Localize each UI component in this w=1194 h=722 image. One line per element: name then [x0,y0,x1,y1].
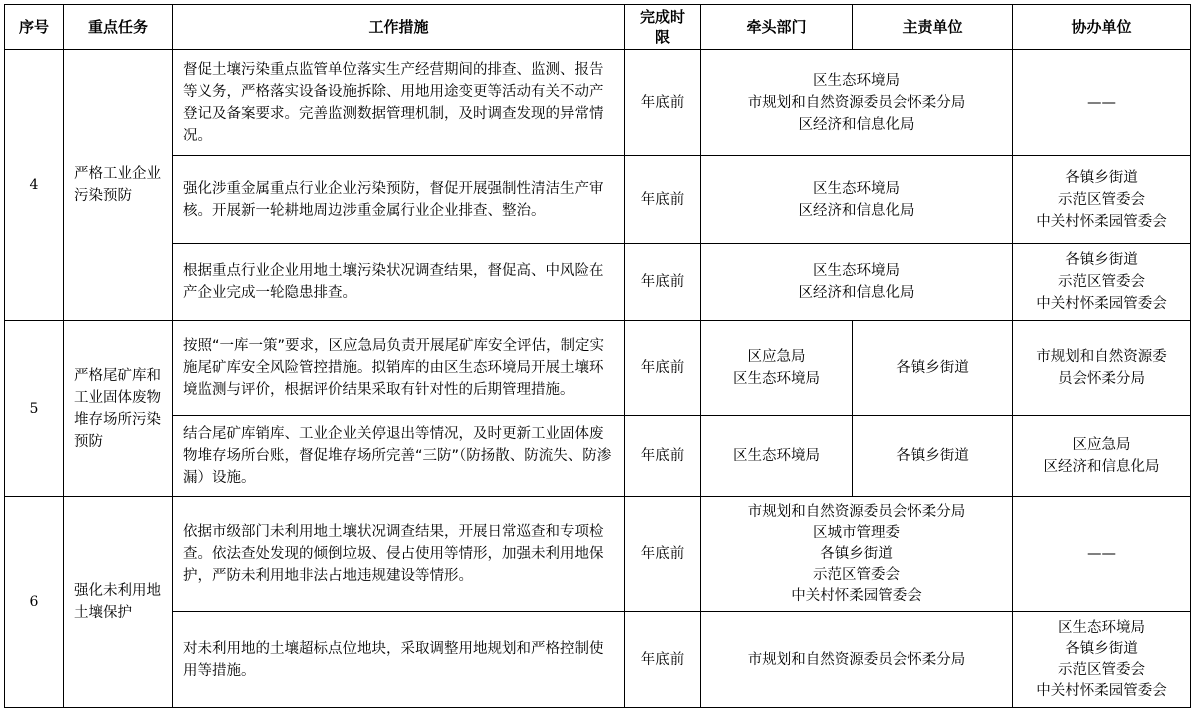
row-assist [1013,416,1191,497]
lead-line: 区经济和信息化局 [798,202,915,219]
row-seq: 6 [5,497,64,708]
row-measure: 强化涉重金属重点行业企业污染预防，督促开展强制性清洁生产审核。开展新一轮耕地周边涉重金属行业企业排查、整治。 [173,156,625,244]
assist-line: 各镇乡街道 [1065,640,1138,657]
row-measure: 督促土壤污染重点监管单位落实生产经营期间的排查、监测、报告等义务，严格落实设备设施拆除、用地用途变更等活动有关不动产登记及备案要求。完善监测数据管理机制，及时调查发现的异常情况。 [173,50,625,156]
row-task: 严格尾矿库和工业固体废物堆存场所污染预防 [64,321,173,497]
row-measure: 根据重点行业企业用地土壤污染状况调查结果，督促高、中风险在产企业完成一轮隐患排查。 [173,244,625,321]
table-row [5,416,1191,497]
row-assist [1013,612,1191,708]
row-deadline: 年底前 [625,156,701,244]
row-deadline: 年底前 [625,612,701,708]
assist-line: 各镇乡街道 [1065,252,1138,268]
header-seq: 序号 [5,5,64,50]
row-deadline: 年底前 [625,321,701,416]
lead-line: 区生态环境局 [813,180,900,197]
lead-line: 中关村怀柔园管委会 [791,587,922,604]
assist-line: 区生态环境局 [1058,619,1145,636]
row-measure: 结合尾矿库销库、工业企业关停退出等情况，及时更新工业固体废物堆存场所台账，督促堆存场所完善“三防”（防扬散、防流失、防渗漏）设施。 [173,416,625,497]
header-measures: 工作措施 [173,5,625,50]
row-measure: 依据市级部门未利用地土壤状况调查结果，开展日常巡查和专项检查。依法查处发现的倾倒垃圾、侵占使用等情形，加强未利用地保护，严防未利用地非法占地违规建设等情形。 [173,497,625,612]
lead-line: 区经济和信息化局 [798,116,915,133]
lead-line: 各镇乡街道 [820,545,893,562]
row-main: 各镇乡街道 [853,416,1013,497]
row-lead [701,321,853,416]
lead-line: 市规划和自然资源委员会怀柔分局 [747,651,966,668]
header-lead-dept: 牵头部门 [701,5,853,50]
header-assist: 协办单位 [1013,5,1191,50]
row-main: 各镇乡街道 [853,321,1013,416]
assist-line: 中关村怀柔园管委会 [1036,296,1167,312]
assist-line: 示范区管委会 [1058,191,1145,208]
row-deadline: 年底前 [625,50,701,156]
lead-line: 区经济和信息化局 [798,285,915,301]
lead-line: 区生态环境局 [733,448,820,464]
table-row [5,244,1191,321]
assist-line: 员会怀柔分局 [1058,371,1145,387]
row-task: 严格工业企业污染预防 [64,50,173,321]
table-row [5,156,1191,244]
lead-line: 区生态环境局 [733,371,820,387]
assist-line: 市规划和自然资源委 [1036,349,1167,365]
row-measure: 按照“一库一策”要求，区应急局负责开展尾矿库安全评估，制定实施尾矿库安全风险管控措施。拟销库的由区生态环境局开展土壤环境监测与评价，根据评价结果采取有针对性的后期管理措施。 [173,321,625,416]
row-assist [1013,244,1191,321]
row-lead [701,497,1013,612]
header-deadline: 完成时限 [625,5,701,50]
assist-line: 示范区管委会 [1058,661,1145,678]
row-assist [1013,321,1191,416]
lead-line: 区生态环境局 [813,263,900,279]
row-assist [1013,50,1191,156]
lead-line: 市规划和自然资源委员会怀柔分局 [747,503,966,520]
assist-line: 各镇乡街道 [1065,169,1138,186]
row-lead [701,244,1013,321]
row-deadline: 年底前 [625,244,701,321]
header-row [5,5,1191,50]
row-lead [701,612,1013,708]
assist-line: 区应急局 [1072,437,1131,453]
row-seq: 4 [5,50,64,321]
lead-line: 市规划和自然资源委员会怀柔分局 [747,94,966,111]
header-task: 重点任务 [64,5,173,50]
table-row [5,497,1191,612]
lead-line: 区应急局 [747,349,806,365]
table-row [5,50,1191,156]
lead-line: 示范区管委会 [813,566,900,583]
row-assist [1013,156,1191,244]
row-assist [1013,497,1191,612]
row-lead [701,416,853,497]
row-deadline: 年底前 [625,416,701,497]
assist-line: 示范区管委会 [1058,274,1145,290]
task-table [4,4,1191,708]
row-deadline: 年底前 [625,497,701,612]
assist-line: —— [1087,94,1116,111]
lead-line: 区城市管理委 [813,524,900,541]
assist-line: 中关村怀柔园管委会 [1036,213,1167,230]
lead-line: 区生态环境局 [813,72,900,89]
table-row [5,612,1191,708]
assist-line: —— [1087,546,1116,562]
row-seq: 5 [5,321,64,497]
assist-line: 区经济和信息化局 [1043,459,1160,475]
assist-line: 中关村怀柔园管委会 [1036,682,1167,699]
row-task: 强化未利用地土壤保护 [64,497,173,708]
table-row [5,321,1191,416]
row-lead [701,156,1013,244]
row-measure: 对未利用地的土壤超标点位地块，采取调整用地规划和严格控制使用等措施。 [173,612,625,708]
row-lead [701,50,1013,156]
header-main-unit: 主责单位 [853,5,1013,50]
